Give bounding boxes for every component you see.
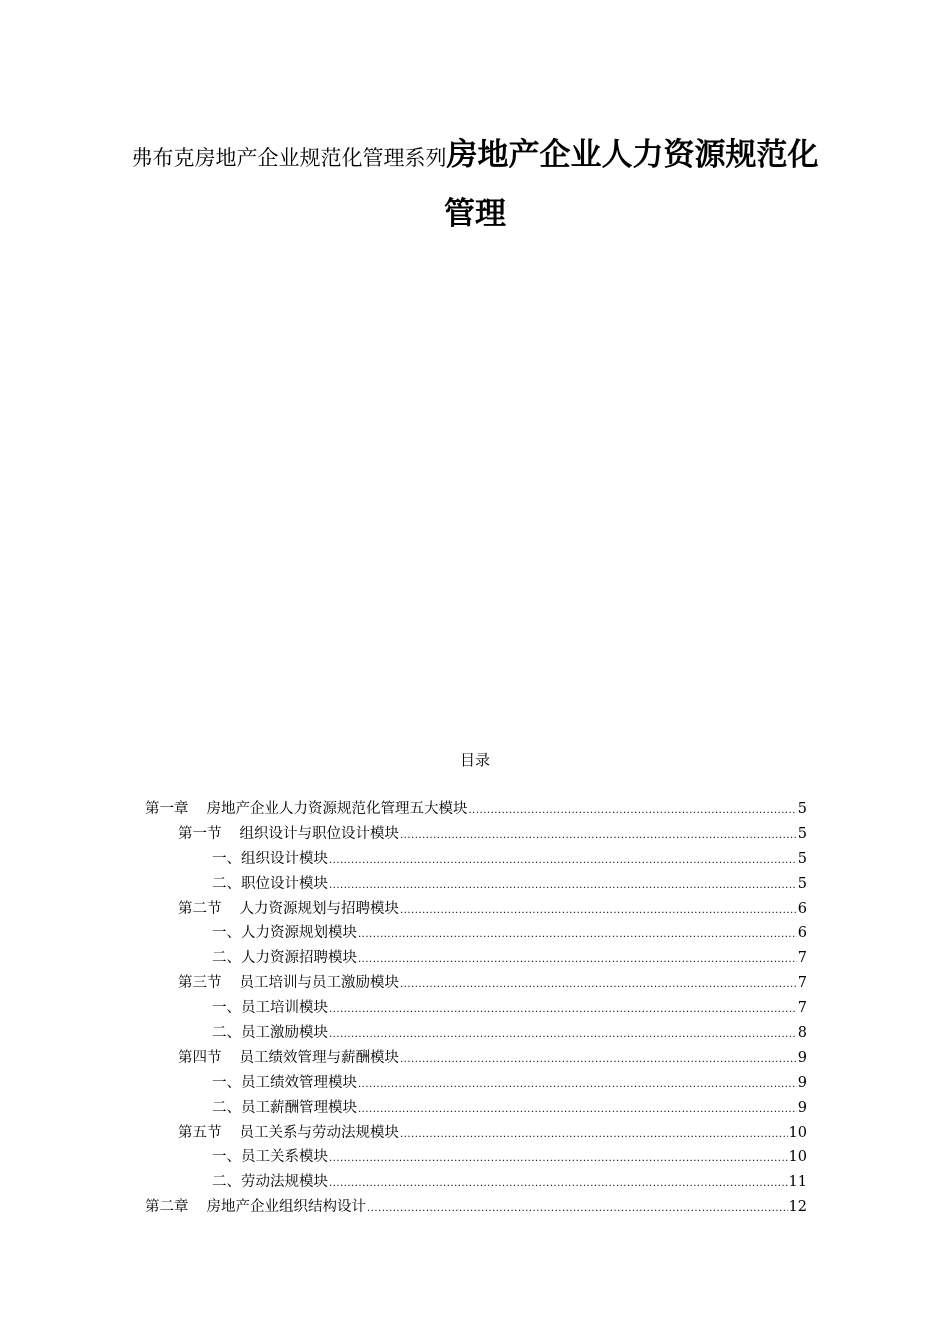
toc-entry-page-number: 10 <box>788 1124 807 1141</box>
toc-entry-page-number: 5 <box>797 801 807 817</box>
toc-entry[interactable] <box>145 872 807 897</box>
toc-entry-title: 员工培训与员工激励模块 <box>239 975 399 992</box>
toc-entry-title: 一、人力资源规划模块 <box>212 925 357 942</box>
toc-entry-page-number: 6 <box>797 900 807 917</box>
toc-entry-number: 第二章 <box>145 1199 189 1216</box>
toc-entry[interactable] <box>145 1046 807 1071</box>
toc-entry-title: 二、员工激励模块 <box>212 1025 328 1042</box>
toc-dot-leader <box>367 1197 788 1222</box>
toc-dot-leader <box>400 1123 788 1148</box>
toc-entry-title: 组织设计与职位设计模块 <box>239 825 399 842</box>
toc-entry-page-number: 7 <box>797 950 807 967</box>
toc-dot-leader <box>358 1098 797 1123</box>
toc-entry-title: 一、组织设计模块 <box>212 850 328 867</box>
toc-entry[interactable] <box>145 921 807 946</box>
table-of-contents <box>145 797 807 1220</box>
toc-entry-page-number: 9 <box>797 1049 807 1066</box>
toc-dot-leader <box>329 1147 788 1172</box>
toc-entry[interactable] <box>145 822 807 847</box>
toc-entry-page-number: 12 <box>788 1199 807 1216</box>
toc-entry-number: 第二节 <box>178 900 222 917</box>
toc-entry-title: 二、职位设计模块 <box>212 875 328 892</box>
toc-entry-title: 房地产企业人力资源规范化管理五大模块 <box>206 801 468 817</box>
toc-entry-title: 一、员工绩效管理模块 <box>212 1074 357 1091</box>
toc-entry-title: 二、人力资源招聘模块 <box>212 950 357 967</box>
toc-entry[interactable] <box>145 1195 807 1220</box>
toc-entry-page-number: 9 <box>797 1099 807 1116</box>
toc-dot-leader <box>358 923 797 948</box>
toc-dot-leader <box>358 948 797 973</box>
title-series-prefix: 弗布克房地产企业规范化管理系列 <box>131 146 447 170</box>
toc-entry-page-number: 6 <box>797 925 807 942</box>
toc-entry[interactable] <box>145 1071 807 1096</box>
toc-entry[interactable] <box>145 1145 807 1170</box>
toc-entry-number: 第五节 <box>178 1124 222 1141</box>
toc-entry-title: 人力资源规划与招聘模块 <box>239 900 399 917</box>
toc-dot-leader <box>469 799 797 824</box>
toc-entry-page-number: 7 <box>797 1000 807 1017</box>
toc-entry-title: 员工绩效管理与薪酬模块 <box>239 1049 399 1066</box>
toc-entry[interactable] <box>145 1121 807 1146</box>
toc-entry[interactable] <box>145 1096 807 1121</box>
toc-dot-leader <box>329 849 797 874</box>
toc-dot-leader <box>329 874 797 899</box>
toc-dot-leader <box>400 973 797 998</box>
toc-entry-number: 第三节 <box>178 975 222 992</box>
toc-entry-title: 员工关系与劳动法规模块 <box>239 1124 399 1141</box>
toc-dot-leader <box>329 1023 797 1048</box>
toc-entry-number: 第一节 <box>178 825 222 842</box>
toc-heading: 目录 <box>459 751 490 769</box>
toc-entry[interactable] <box>145 971 807 996</box>
toc-dot-leader <box>358 1073 797 1098</box>
toc-entry-number: 第四节 <box>178 1049 222 1066</box>
toc-entry-title: 二、员工薪酬管理模块 <box>212 1099 357 1116</box>
toc-entry[interactable] <box>145 1170 807 1195</box>
toc-dot-leader <box>400 899 797 924</box>
toc-entry-page-number: 5 <box>797 850 807 867</box>
toc-entry-title: 一、员工培训模块 <box>212 1000 328 1017</box>
toc-entry[interactable] <box>145 847 807 872</box>
toc-entry[interactable] <box>145 797 807 822</box>
toc-entry[interactable] <box>145 1021 807 1046</box>
document-title <box>130 128 820 246</box>
toc-entry-title: 一、员工关系模块 <box>212 1149 328 1166</box>
title-main: 房地产企业人力资源规范化管理 <box>444 137 819 232</box>
toc-entry-title: 房地产企业组织结构设计 <box>206 1199 366 1216</box>
toc-entry-title: 二、劳动法规模块 <box>212 1174 328 1191</box>
toc-entry-page-number: 10 <box>788 1149 807 1166</box>
toc-entry-page-number: 5 <box>797 875 807 892</box>
toc-dot-leader <box>400 824 797 849</box>
toc-dot-leader <box>329 998 797 1023</box>
toc-dot-leader <box>400 1048 797 1073</box>
toc-dot-leader <box>329 1172 788 1197</box>
toc-entry[interactable] <box>145 996 807 1021</box>
toc-entry-number: 第一章 <box>145 801 189 817</box>
toc-entry-page-number: 11 <box>788 1174 807 1191</box>
toc-entry[interactable] <box>145 946 807 971</box>
toc-entry-page-number: 9 <box>797 1074 807 1091</box>
toc-entry[interactable] <box>145 897 807 922</box>
toc-entry-page-number: 5 <box>797 825 807 842</box>
toc-entry-page-number: 8 <box>797 1025 807 1042</box>
toc-entry-page-number: 7 <box>797 975 807 992</box>
